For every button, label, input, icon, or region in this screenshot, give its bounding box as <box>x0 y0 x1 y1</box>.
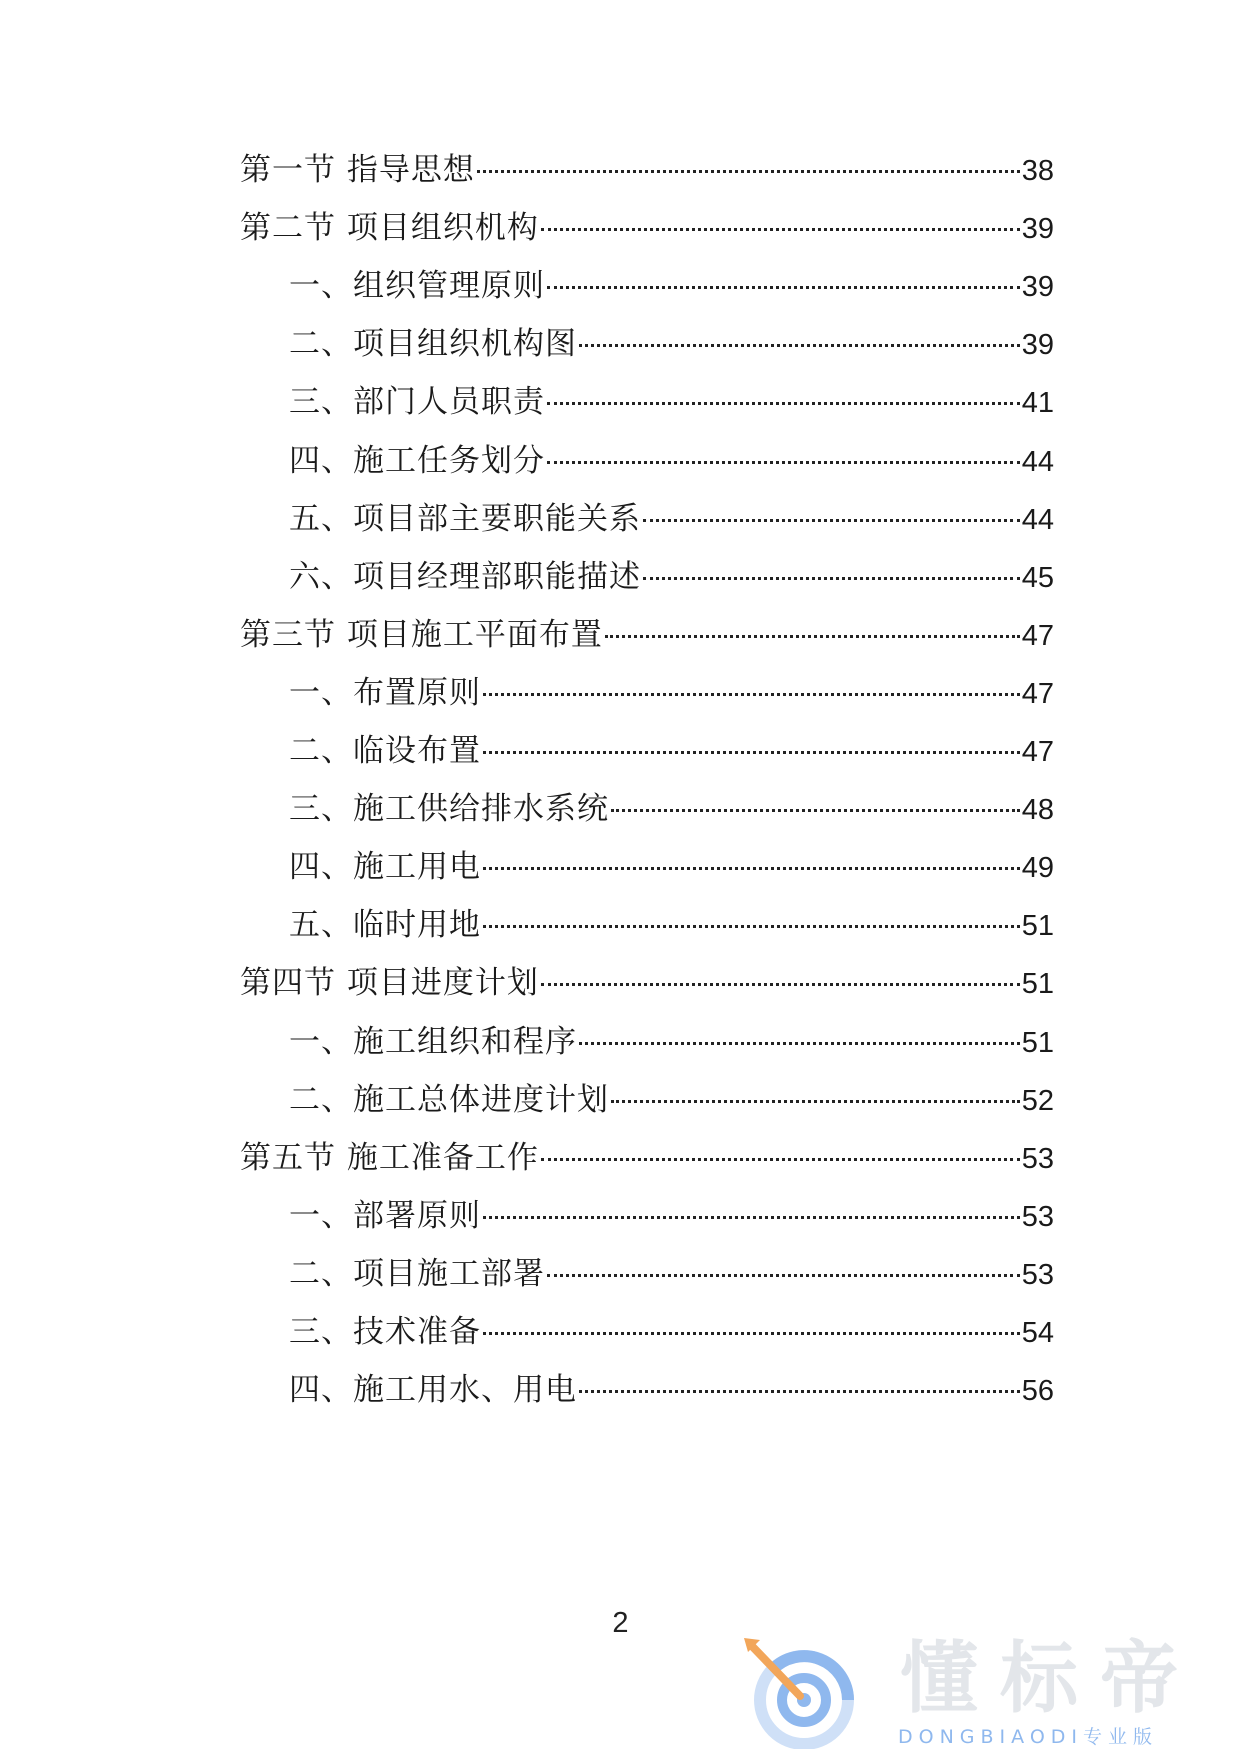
dot-leader <box>611 809 1020 812</box>
toc-subsection-entry[interactable] <box>289 380 1054 424</box>
dot-leader <box>483 693 1020 696</box>
dot-leader <box>477 170 1020 173</box>
toc-entry-title: 五、临时用地 <box>289 907 481 943</box>
toc-subsection-entry[interactable] <box>289 264 1054 308</box>
toc-entry-page-number: 47 <box>1021 736 1054 768</box>
toc-entry-page-number: 39 <box>1021 213 1054 245</box>
dot-leader <box>579 1042 1020 1045</box>
toc-entry-page-number: 48 <box>1021 794 1054 826</box>
dot-leader <box>547 286 1020 289</box>
toc-section-entry[interactable] <box>240 148 1054 192</box>
dot-leader <box>547 402 1020 405</box>
watermark-brand-name: 懂标帝 <box>900 1634 1201 1724</box>
toc-entry-title: 第二节 项目组织机构 <box>240 210 539 246</box>
toc-subsection-entry[interactable] <box>289 1020 1054 1064</box>
toc-subsection-entry[interactable] <box>289 1194 1054 1238</box>
toc-entry-title: 四、施工任务划分 <box>289 443 545 479</box>
dot-leader <box>541 228 1020 231</box>
toc-entry-title: 二、临设布置 <box>289 733 481 769</box>
toc-entry-page-number: 45 <box>1021 562 1054 594</box>
toc-subsection-entry[interactable] <box>289 903 1054 947</box>
toc-entry-title: 一、部署原则 <box>289 1198 481 1234</box>
toc-entry-page-number: 51 <box>1021 1027 1054 1059</box>
dot-leader <box>483 751 1020 754</box>
toc-entry-page-number: 44 <box>1021 504 1054 536</box>
toc-entry-page-number: 38 <box>1021 155 1054 187</box>
toc-entry-page-number: 53 <box>1021 1143 1054 1175</box>
toc-entry-title: 三、施工供给排水系统 <box>289 791 609 827</box>
toc-entry-page-number: 51 <box>1021 968 1054 1000</box>
page-number: 2 <box>612 1607 629 1639</box>
toc-entry-page-number: 51 <box>1021 910 1054 942</box>
toc-subsection-entry[interactable] <box>289 1078 1054 1122</box>
dot-leader <box>541 983 1020 986</box>
toc-entry-page-number: 44 <box>1021 446 1054 478</box>
toc-section-entry[interactable] <box>240 961 1054 1005</box>
toc-entry-title: 二、项目施工部署 <box>289 1256 545 1292</box>
toc-entry-title: 五、项目部主要职能关系 <box>289 501 641 537</box>
toc-entry-page-number: 52 <box>1021 1085 1054 1117</box>
toc-subsection-entry[interactable] <box>289 497 1054 541</box>
toc-entry-page-number: 47 <box>1021 678 1054 710</box>
dot-leader <box>483 1216 1020 1219</box>
toc-subsection-entry[interactable] <box>289 1310 1054 1354</box>
toc-entry-title: 一、组织管理原则 <box>289 268 545 304</box>
toc-entry-title: 二、施工总体进度计划 <box>289 1082 609 1118</box>
toc-subsection-entry[interactable] <box>289 1368 1054 1412</box>
toc-entry-title: 三、部门人员职责 <box>289 384 545 420</box>
toc-entry-page-number: 49 <box>1021 852 1054 884</box>
toc-entry-page-number: 56 <box>1021 1375 1054 1407</box>
toc-section-entry[interactable] <box>240 206 1054 250</box>
dot-leader <box>483 1332 1020 1335</box>
dot-leader <box>483 925 1020 928</box>
dot-leader <box>643 577 1020 580</box>
toc-section-entry[interactable] <box>240 1136 1054 1180</box>
toc-entry-title: 四、施工用水、用电 <box>289 1372 577 1408</box>
toc-entry-title: 一、施工组织和程序 <box>289 1024 577 1060</box>
toc-entry-page-number: 39 <box>1021 271 1054 303</box>
dot-leader <box>605 635 1020 638</box>
toc-subsection-entry[interactable] <box>289 787 1054 831</box>
watermark-subtitle: DONGBIAODI专业版 <box>898 1726 1159 1748</box>
toc-entry-title: 二、项目组织机构图 <box>289 326 577 362</box>
dot-leader <box>547 461 1020 464</box>
toc-subsection-entry[interactable] <box>289 555 1054 599</box>
toc-entry-title: 第五节 施工准备工作 <box>240 1140 539 1176</box>
toc-subsection-entry[interactable] <box>289 845 1054 889</box>
toc-entry-title: 三、技术准备 <box>289 1314 481 1350</box>
target-arrow-icon <box>742 1634 866 1749</box>
toc-entry-page-number: 53 <box>1021 1201 1054 1233</box>
toc-entry-page-number: 39 <box>1021 329 1054 361</box>
dot-leader <box>579 1390 1020 1393</box>
toc-subsection-entry[interactable] <box>289 1252 1054 1296</box>
dot-leader <box>643 519 1020 522</box>
dot-leader <box>579 344 1020 347</box>
toc-entry-page-number: 54 <box>1021 1317 1054 1349</box>
toc-entry-title: 第三节 项目施工平面布置 <box>240 617 603 653</box>
dot-leader <box>483 867 1020 870</box>
toc-subsection-entry[interactable] <box>289 322 1054 366</box>
watermark <box>742 1634 1232 1749</box>
toc-section-entry[interactable] <box>240 613 1054 657</box>
toc-entry-title: 一、布置原则 <box>289 675 481 711</box>
toc-entry-page-number: 41 <box>1021 387 1054 419</box>
toc-entry-page-number: 53 <box>1021 1259 1054 1291</box>
toc-entry-title: 第一节 指导思想 <box>240 152 475 188</box>
toc-subsection-entry[interactable] <box>289 439 1054 483</box>
dot-leader <box>611 1100 1020 1103</box>
toc-subsection-entry[interactable] <box>289 671 1054 715</box>
toc-entry-title: 六、项目经理部职能描述 <box>289 559 641 595</box>
dot-leader <box>547 1274 1020 1277</box>
dot-leader <box>541 1158 1020 1161</box>
toc-entry-title: 第四节 项目进度计划 <box>240 965 539 1001</box>
toc-subsection-entry[interactable] <box>289 729 1054 773</box>
toc-entry-page-number: 47 <box>1021 620 1054 652</box>
toc-entry-title: 四、施工用电 <box>289 849 481 885</box>
